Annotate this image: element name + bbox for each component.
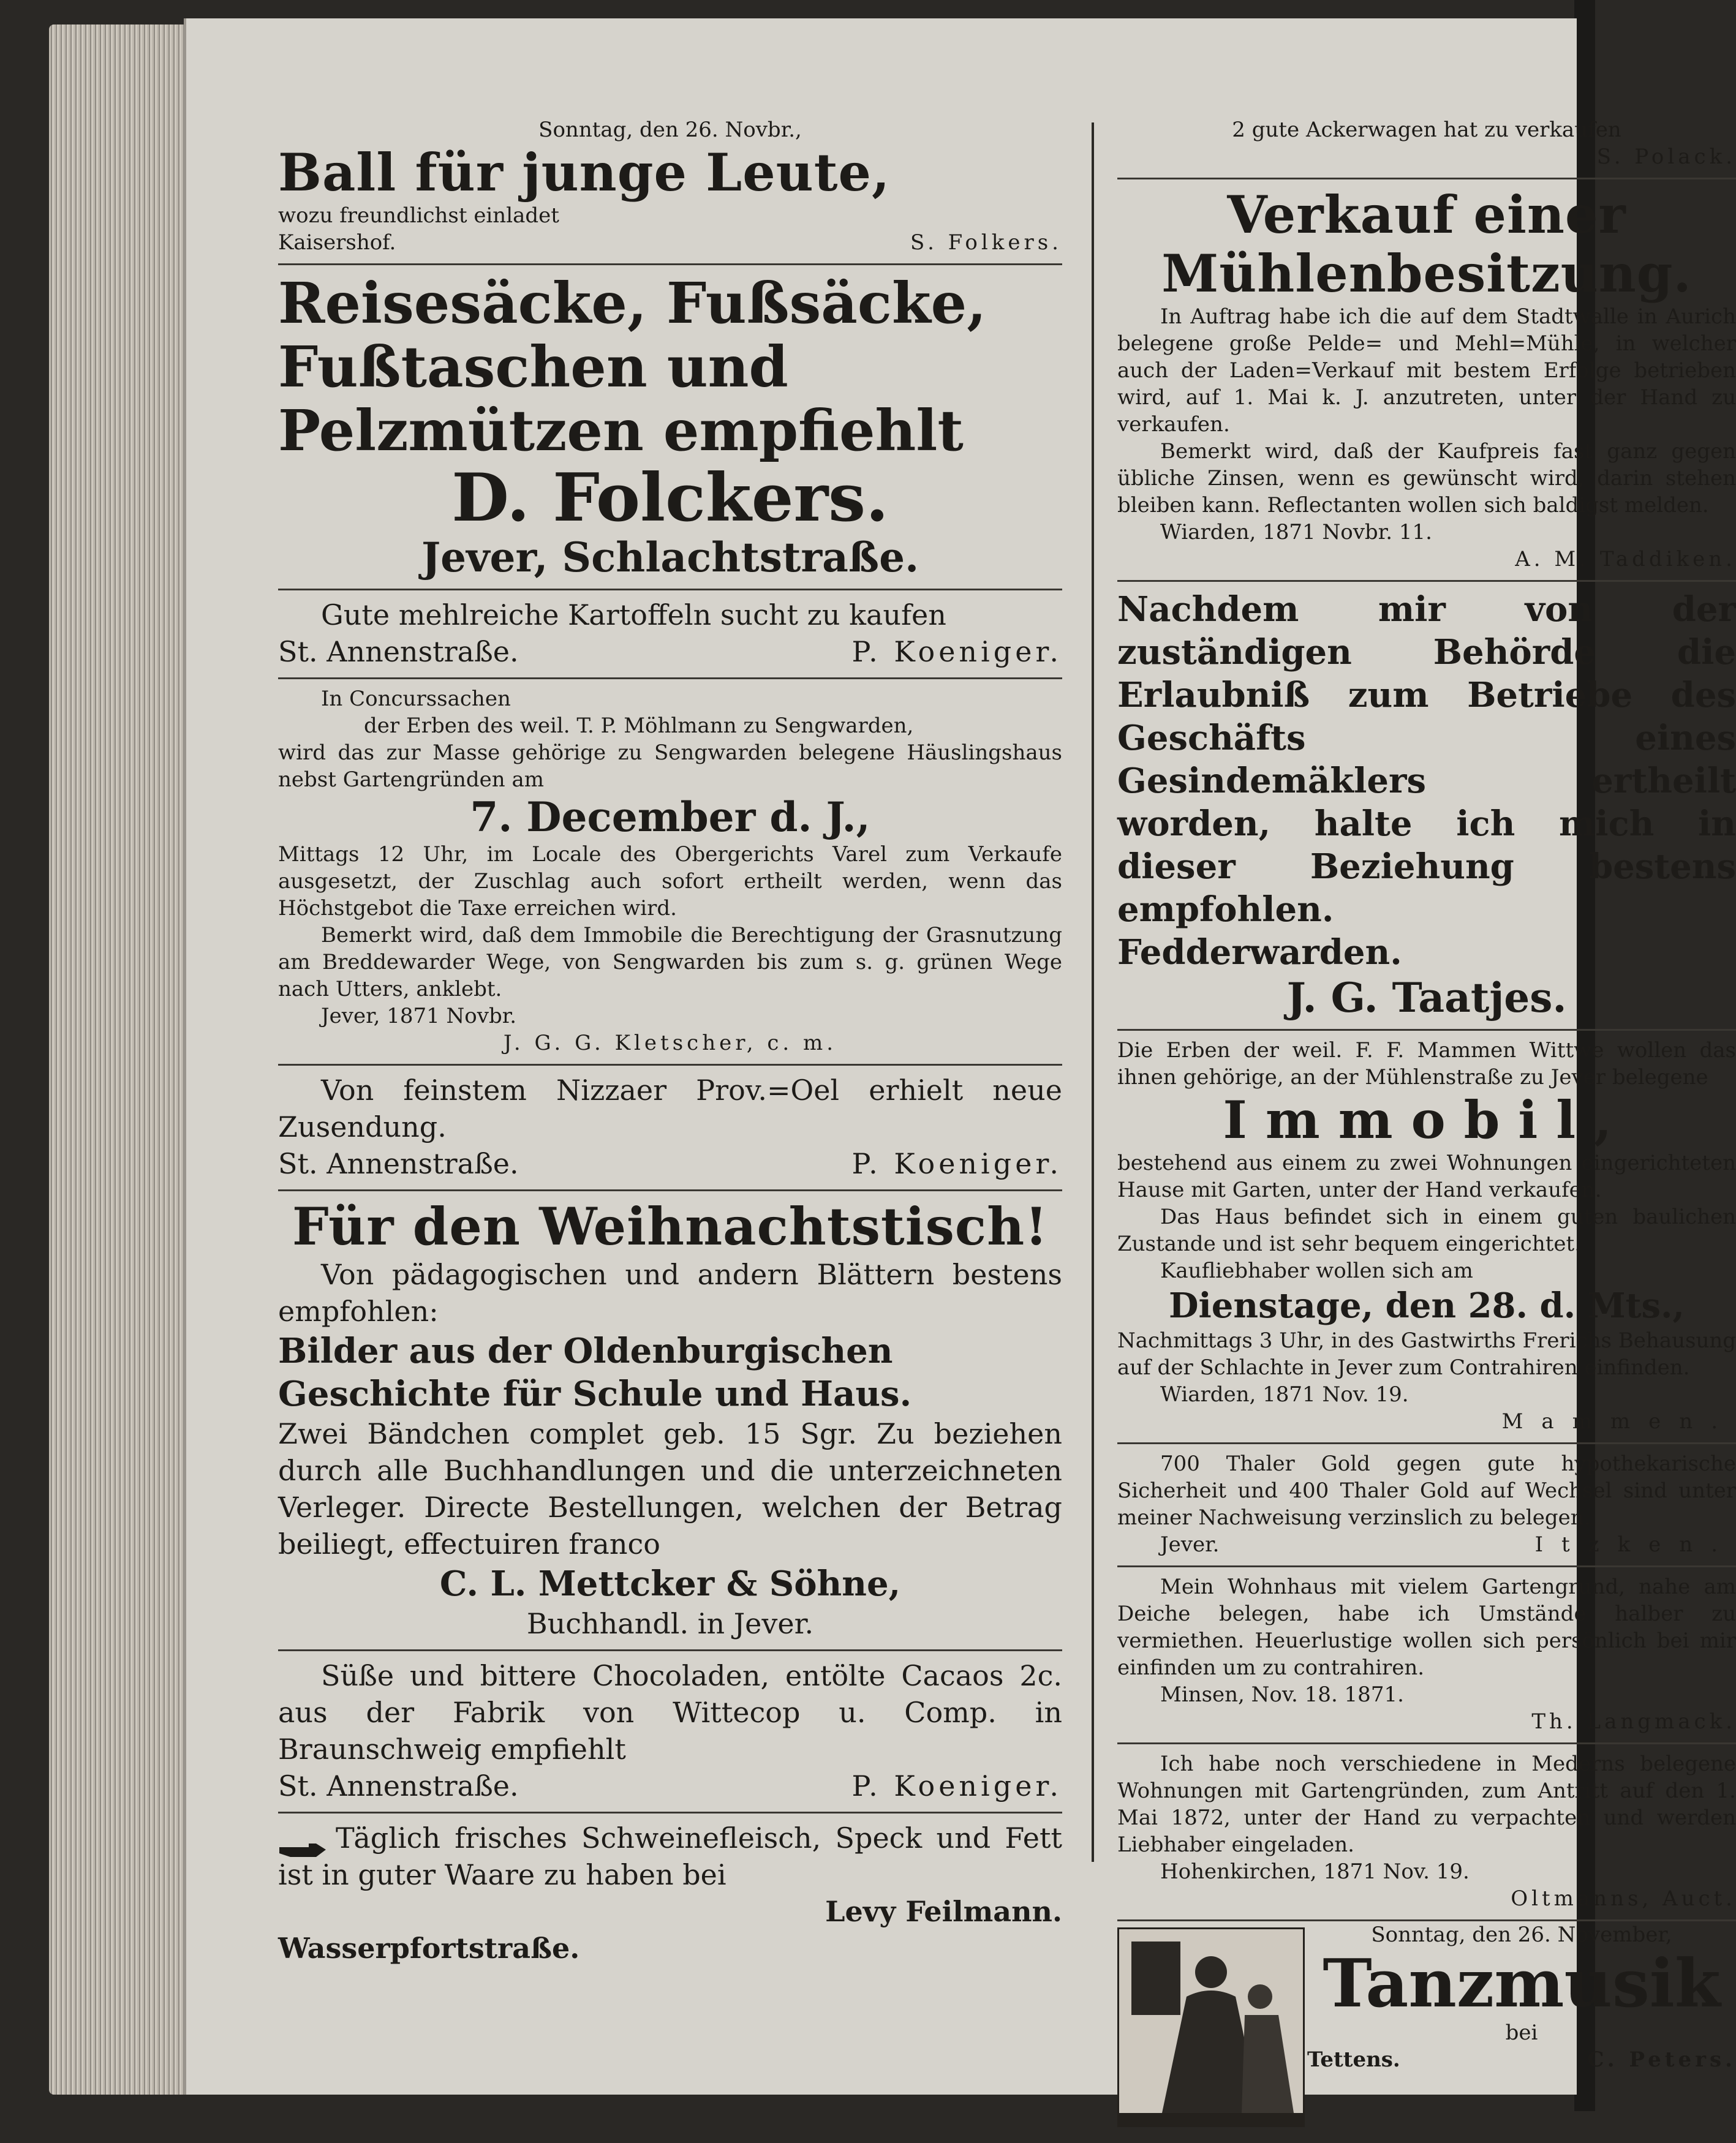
ad-signature-row (278, 1145, 1062, 1182)
ad-place: Kaisershof. (278, 230, 396, 255)
ad-mederns (1117, 1744, 1736, 1921)
newspaper-page (184, 18, 1736, 2095)
ad-place: St. Annenstraße. (278, 635, 519, 668)
ad-dateline: Minsen, Nov. 18. 1871. (1160, 1682, 1404, 1707)
ad-text: 700 Thaler Gold gegen gute hypothekarische Sicherheit und 400 Thaler Gold auf Wechsel sind unter meiner Nachweisung verzinslich zu belegen. (1117, 1452, 1736, 1530)
ad-place: Jever. (1160, 1532, 1220, 1557)
ad-text: Das Haus befindet sich in einem guten baulichen Zustande und ist sehr bequem eingerichtet. (1117, 1205, 1736, 1256)
ad-text (278, 1820, 1062, 1893)
ad-firm: C. L. Mettcker & Söhne, (439, 1564, 901, 1604)
ad-bei: bei (1505, 2021, 1538, 2045)
ad-wohnhaus (1117, 1567, 1736, 1744)
ad-ackerwagen (1117, 110, 1736, 179)
ad-place: St. Annenstraße. (278, 1769, 519, 1802)
ad-gesindemaekler (1117, 582, 1736, 1031)
ad-name: Itzken. (1534, 1532, 1736, 1557)
ad-ball (278, 110, 1062, 265)
ad-name: J. G. Taatjes. (1286, 974, 1567, 1022)
ad-thaler-gold (1117, 1444, 1736, 1567)
ad-text: wozu freundlichst einladet (278, 203, 559, 228)
ad-headline: Verkauf einer Mühlenbesitzung. (1161, 184, 1692, 304)
ad-text: wird das zur Masse gehörige zu Sengwarden belegene Häuslingshaus nebst Gartengründen am (278, 740, 1062, 792)
ad-name: P. Koeniger. (851, 1769, 1062, 1802)
ad-name: S. Polack. (1596, 145, 1736, 169)
ad-text: Gute mehlreiche Kartoffeln sucht zu kaufen (321, 598, 946, 631)
ad-weihnachtstisch (278, 1191, 1062, 1651)
ad-headline: Für den Weihnachtstisch! (292, 1196, 1049, 1257)
ad-name: P. Koeniger. (851, 635, 1062, 668)
ad-schweinefleisch (278, 1813, 1062, 1974)
ad-reisesaecke (278, 265, 1062, 590)
ad-tanzmusik (1117, 1921, 1736, 2143)
ad-dateline: Hohenkirchen, 1871 Nov. 19. (1160, 1859, 1470, 1884)
ad-signature-row (1307, 2046, 1736, 2073)
ad-text: bestehend aus einem zu zwei Wohnungen eingerichteten Hause mit Garten, unter der Hand verkaufen. (1117, 1151, 1736, 1202)
left-column (278, 110, 1062, 1974)
ad-name: S. Folkers. (910, 230, 1062, 255)
ad-place: Fedderwarden. (1117, 932, 1402, 973)
ad-signature-row (278, 1768, 1062, 1804)
ad-text: Die Erben der weil. F. F. Mammen Wittwe wollen das ihnen gehörige, an der Mühlenstraße zu Jever belegene (1117, 1038, 1736, 1090)
ad-headline: Immobil, (1223, 1090, 1631, 1150)
ad-text: Mein Wohnhaus mit vielem Gartengrund, nahe am Deiche belegen, habe ich Umstände halber zu vermiethen. Heuerlustige wollen sich persönlich bei mir einfinden um zu contrahiren. (1117, 1575, 1736, 1680)
ad-headline: Tanzmusik (1323, 1945, 1721, 2022)
ad-text-body: Täglich frisches Schweinefleisch, Speck und Fett ist in guter Waare zu haben bei (278, 1821, 1062, 1891)
ad-concurs (278, 679, 1062, 1066)
ad-signature-row (278, 633, 1062, 670)
ad-text: In Concurssachen (321, 687, 511, 711)
ad-signature-row (278, 229, 1062, 256)
ad-headline: Reisesäcke, Fußsäcke, Fußtaschen und Pelzmützen empfiehlt (278, 270, 987, 464)
ad-dateline: Jever, 1871 Novbr. (321, 1004, 517, 1028)
ad-name: C. Peters. (1587, 2047, 1736, 2072)
ad-date: Sonntag, den 26. November, (1371, 1923, 1672, 1947)
ad-text: Bemerkt wird, daß der Kaufpreis fast ganz gegen übliche Zinsen, wenn es gewünscht wird, darin stehen bleiben kann. Reflectanten wollen sich baldigst melden. (1117, 439, 1736, 518)
ad-muehle (1117, 179, 1736, 582)
ad-text: Bemerkt wird, daß dem Immobile die Berechtigung der Grasnutzung am Breddewarder Wege, von Sengwarden bis zum s. g. grünen Wege nach Utters, anklebt. (278, 923, 1062, 1001)
ad-date: Sonntag, den 26. Novbr., (538, 118, 802, 142)
ad-name: Oltmanns, Auct. (1511, 1886, 1736, 1911)
ad-date: 7. December d. J., (470, 793, 870, 841)
column-divider (1092, 122, 1094, 1862)
ad-oel (278, 1066, 1062, 1191)
ad-kartoffeln (278, 590, 1062, 679)
ad-name: A. M. Taddiken. (1515, 547, 1736, 571)
ad-text: der Erben des weil. T. P. Möhlmann zu Sengwarden, (364, 714, 914, 738)
ad-text: Nachmittags 3 Uhr, in des Gastwirths Frerichs Behausung auf der Schlachte in Jever zum Contrahiren einfinden. (1117, 1328, 1736, 1380)
ad-name: Th. Langmack. (1531, 1709, 1736, 1734)
ad-immobil (1117, 1031, 1736, 1444)
ad-name: Levy Feilmann. (825, 1895, 1062, 1928)
ad-text: Von feinstem Nizzaer Prov.=Oel erhielt neue Zusendung. (278, 1074, 1062, 1143)
ad-place: Tettens. (1307, 2047, 1400, 2072)
ad-text: Kaufliebhaber wollen sich am (1160, 1259, 1473, 1283)
ad-text: Süße und bittere Chocoladen, entölte Cacaos 2c. aus der Fabrik von Wittecop u. Comp. in Braunschweig empfiehlt (278, 1659, 1062, 1766)
ad-date: Dienstage, den 28. d. Mts., (1168, 1286, 1685, 1326)
ad-place: St. Annenstraße. (278, 1147, 519, 1180)
ad-firm-place: Buchhandl. in Jever. (526, 1607, 814, 1640)
ad-name: P. Koeniger. (851, 1147, 1062, 1180)
ad-name: Mammen. (1501, 1409, 1736, 1434)
ad-text: Zwei Bändchen complet geb. 15 Sgr. Zu beziehen durch alle Buchhandlungen und die unterzeichneten Verleger. Directe Bestellungen, welchen der Betrag beiliegt, effectuiren franco (278, 1417, 1062, 1561)
ad-text: 2 gute Ackerwagen hat zu verkaufen (1232, 118, 1621, 142)
dance-woodcut-image (1117, 1927, 1305, 2127)
ad-book-title: Bilder aus der Oldenburgischen Geschichte für Schule und Haus. (278, 1331, 912, 1414)
ad-signature-row (1117, 1531, 1736, 1558)
ad-chocoladen (278, 1651, 1062, 1813)
ad-text: Mittags 12 Uhr, im Locale des Obergerichts Varel zum Verkaufe ausgesetzt, der Zuschlag auch sofort ertheilt werden, wenn das Höchstgebot die Taxe erreichen wird. (278, 842, 1062, 921)
ad-text-block (1307, 1921, 1736, 2073)
ad-headline: Ball für junge Leute, (278, 142, 891, 203)
ad-text: Nachdem mir von der zuständigen Behörde die Erlaubniß zum Betriebe des Geschäfts eines Gesindemäklers ertheilt worden, halte ich mich in dieser Beziehung bestens empfohlen. (1117, 589, 1736, 930)
ad-dateline: Wiarden, 1871 Nov. 19. (1160, 1382, 1409, 1407)
ad-text: Von pädagogischen und andern Blättern bestens empfohlen: (278, 1258, 1062, 1328)
ad-place: Wasserpfortstraße. (278, 1932, 580, 1965)
ad-signature: J. G. G. Kletscher, c. m. (503, 1031, 837, 1055)
ad-text: In Auftrag habe ich die auf dem Stadtwalle in Aurich belegene große Pelde= und Mehl=Mühle, in welcher auch der Laden=Verkauf mit bestem Erfolge betrieben wird, auf 1. Mai k. J. anzutreten, unter der Hand zu verkaufen. (1117, 304, 1736, 437)
pointing-hand-icon (278, 1831, 327, 1850)
ad-text: Ich habe noch verschiedene in Mederns belegene Wohnungen mit Gartengründen, zum Antritt auf den 1. Mai 1872, unter der Hand zu verpachten und werden Liebhaber eingeladen. (1117, 1752, 1736, 1857)
ad-place: Jever, Schlachtstraße. (421, 533, 919, 581)
right-column (1117, 110, 1736, 2143)
ad-name: D. Folckers. (451, 459, 889, 537)
ad-dateline: Wiarden, 1871 Novbr. 11. (1160, 520, 1432, 544)
